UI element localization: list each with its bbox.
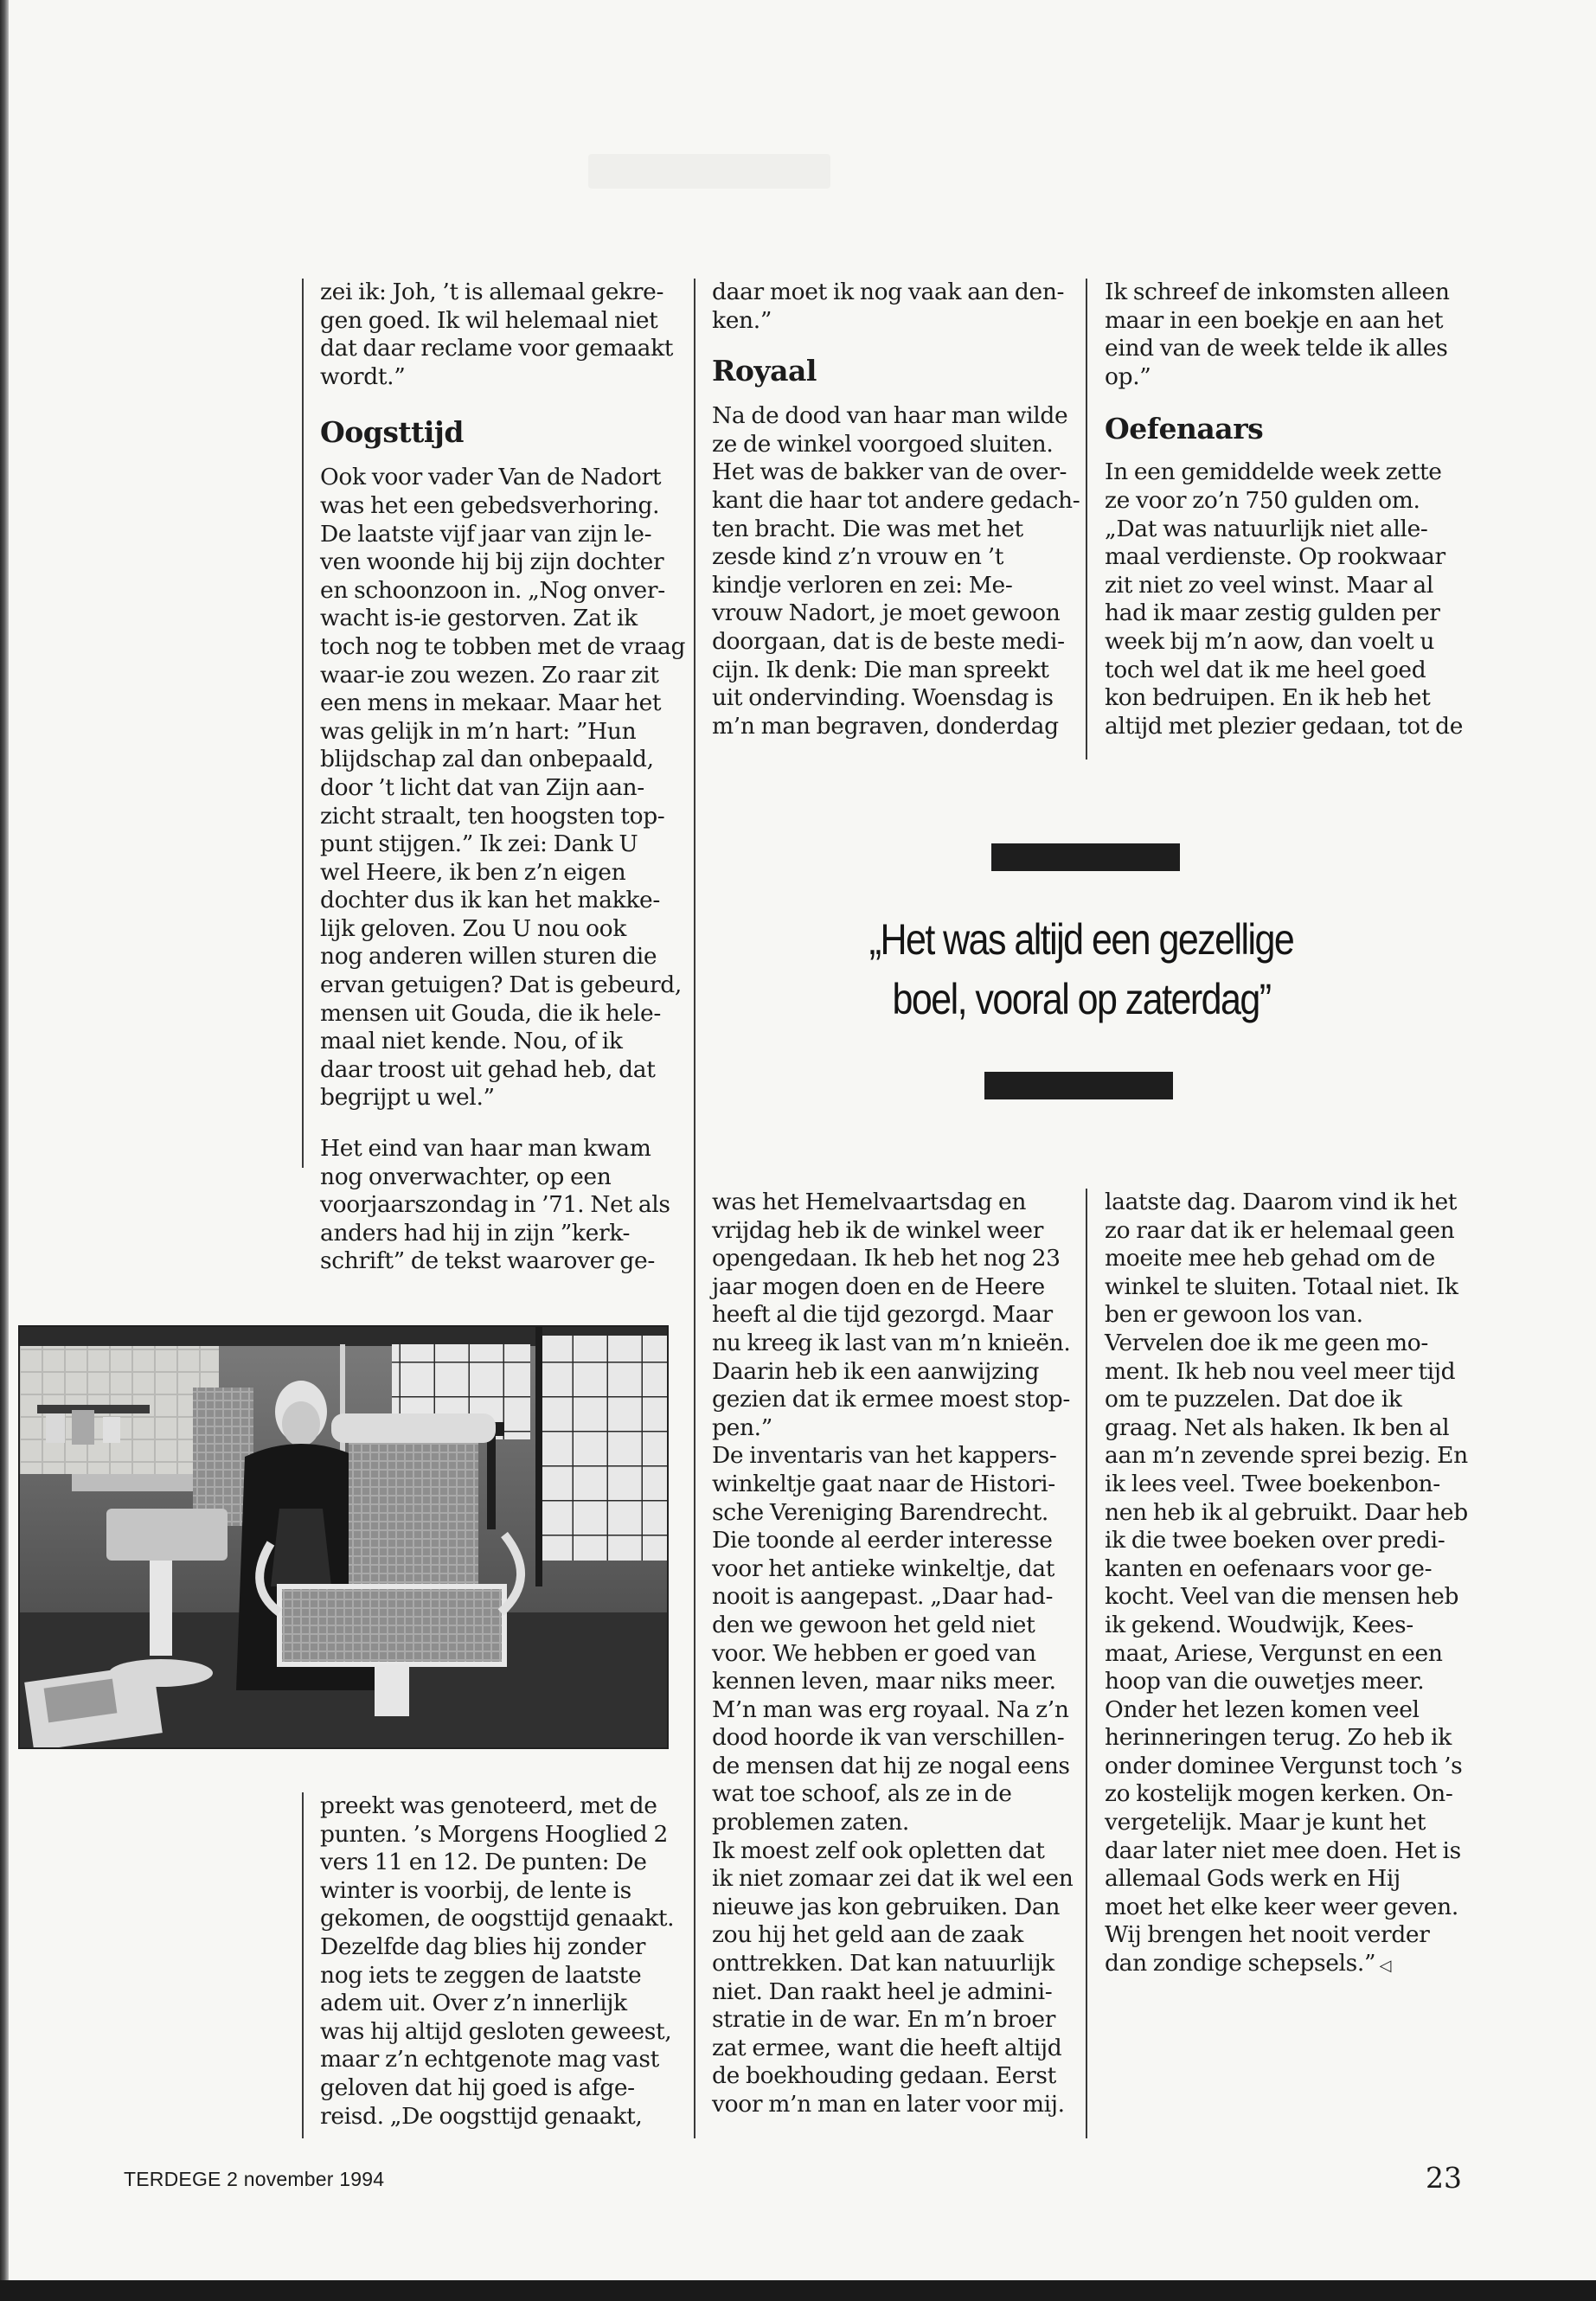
- text-line: Het was de bakker van de over-: [712, 458, 1067, 486]
- column-1-continuation: [320, 1792, 683, 2131]
- column-2-continuation: [712, 1189, 1075, 2119]
- text-line: kanten en oefenaars voor ge-: [1105, 1554, 1433, 1582]
- text-line: gen goed. Ik wil helemaal niet: [320, 306, 658, 334]
- column-3-intro: [1105, 279, 1468, 391]
- text-line: ken.”: [712, 306, 772, 334]
- text-line: Wij brengen het nooit verder: [1105, 1921, 1430, 1949]
- text-line: ze de winkel voorgoed sluiten.: [712, 430, 1054, 458]
- text-line: ik gekend. Woudwijk, Kees-: [1105, 1611, 1413, 1638]
- text-line: kant die haar tot andere gedach-: [712, 486, 1080, 514]
- text-line: heeft al die tijd gezorgd. Maar: [712, 1301, 1053, 1329]
- text-line: gekomen, de oogsttijd genaakt.: [320, 1905, 675, 1932]
- text-line: toch nog te tobben met de vraag: [320, 632, 686, 660]
- text-line: was gelijk in m’n hart: ”Hun: [320, 717, 637, 745]
- text-line: problemen zaten.: [712, 1809, 909, 1836]
- scan-edge-left: [0, 0, 9, 2301]
- text-line: voorjaarszondag in ’71. Net als: [320, 1191, 670, 1219]
- column-3-continuation: [1105, 1189, 1468, 1981]
- text-line: voor. We hebben er goed van: [712, 1639, 1036, 1667]
- text-line: ten bracht. Die was met het: [712, 515, 1023, 542]
- column-3-oefenaars-text: [1105, 458, 1468, 740]
- text-line: maat, Ariese, Vergunst en een: [1105, 1639, 1443, 1667]
- scan-edge-bottom: [0, 2280, 1596, 2301]
- text-line: Die toonde al eerder interesse: [712, 1527, 1053, 1554]
- text-line: blijdschap zal dan onbepaald,: [320, 746, 654, 773]
- text-line: wat toe schoof, als ze in de: [712, 1780, 1012, 1808]
- text-line: voor het antieke winkeltje, dat: [712, 1554, 1055, 1582]
- text-line: cijn. Ik denk: Die man spreekt: [712, 656, 1049, 683]
- text-line: ven woonde hij bij zijn dochter: [320, 548, 664, 576]
- pullquote-bar-bottom: [984, 1072, 1173, 1099]
- text-line: daar later niet mee doen. Het is: [1105, 1836, 1461, 1864]
- column-rule-3a: [1086, 279, 1087, 760]
- text-line: kindje verloren en zei: Me-: [712, 571, 1013, 599]
- text-line: daar troost uit gehad heb, dat: [320, 1055, 656, 1083]
- heading-oefenaars: Oefenaars: [1105, 412, 1264, 446]
- text-line: toch wel dat ik me heel goed: [1105, 656, 1426, 683]
- text-line: kennen leven, maar niks meer.: [712, 1668, 1056, 1695]
- text-line: maar z’n echtgenote mag vast: [320, 2046, 659, 2073]
- text-line: maar in een boekje en aan het: [1105, 306, 1444, 334]
- text-line: vrijdag heb ik de winkel weer: [712, 1216, 1044, 1244]
- text-line: kocht. Veel van die mensen heb: [1105, 1583, 1459, 1611]
- text-line: de boekhouding gedaan. Eerst: [712, 2062, 1056, 2090]
- text-line: niet. Dan raakt heel je admini-: [712, 1977, 1053, 2005]
- text-line: De inventaris van het kappers-: [712, 1442, 1057, 1470]
- text-line: doorgaan, dat is de beste medi-: [712, 627, 1065, 655]
- column-rule-2: [694, 279, 695, 2138]
- text-line: Daarin heb ik een aanwijzing: [712, 1357, 1040, 1385]
- text-line: was het Hemelvaartsdag en: [712, 1189, 1027, 1215]
- text-line: aan m’n zevende sprei bezig. En: [1105, 1442, 1468, 1470]
- text-line: punten. ’s Morgens Hooglied 2: [320, 1820, 668, 1848]
- text-line: vrouw Nadort, je moet gewoon: [712, 599, 1061, 627]
- text-line: nooit is aangepast. „Daar had-: [712, 1583, 1054, 1611]
- text-line: allemaal Gods werk en Hij: [1105, 1865, 1401, 1893]
- text-line: altijd met plezier gedaan, tot de: [1105, 712, 1464, 740]
- column-3-top: [1105, 279, 1468, 740]
- text-line: anders had hij in zijn ”kerk-: [320, 1219, 631, 1247]
- text-line: begrijpt u wel.”: [320, 1084, 495, 1112]
- text-line: zat ermee, want die heeft altijd: [712, 2034, 1062, 2061]
- text-line: winter is voorbij, de lente is: [320, 1876, 631, 1904]
- text-line: de mensen dat hij ze nogal eens: [712, 1752, 1070, 1779]
- text-line: week bij m’n aow, dan voelt u: [1105, 627, 1435, 655]
- column-rule-3b: [1086, 1189, 1087, 2138]
- column-rule-1b: [302, 1792, 304, 2138]
- text-line: waar-ie zou wezen. Zo raar zit: [320, 661, 659, 689]
- text-line: lijk geloven. Zou U nou ook: [320, 914, 626, 942]
- text-line: ik niet zomaar zei dat ik wel een: [712, 1865, 1074, 1893]
- text-line: punt stijgen.” Ik zei: Dank U: [320, 830, 638, 858]
- text-line: boel, vooral op zaterdag”: [892, 975, 1271, 1023]
- text-line: Ik moest zelf ook opletten dat: [712, 1836, 1045, 1864]
- text-line: wacht is-ie gestorven. Zat ik: [320, 605, 638, 632]
- column-1-oogsttijd-text: [320, 464, 686, 1112]
- text-line: voor m’n man en later voor mij.: [712, 2091, 1065, 2118]
- faint-header-ghost: [588, 154, 830, 189]
- text-line: eind van de week telde ik alles: [1105, 335, 1448, 362]
- text-line: preekt was genoteerd, met de: [320, 1792, 657, 1819]
- text-line: op.”: [1105, 362, 1151, 390]
- text-line: maal verdienste. Op rookwaar: [1105, 543, 1445, 571]
- text-line: „Het was altijd een gezellige: [869, 915, 1294, 964]
- text-line: nog iets te zeggen de laatste: [320, 1961, 642, 1989]
- text-line: zei ik: Joh, ’t is allemaal gekre-: [320, 279, 664, 305]
- column-1-bottom: [320, 1792, 683, 2131]
- text-line: zit niet zo veel winst. Maar al: [1105, 571, 1433, 599]
- text-line: om te puzzelen. Dat doe ik: [1105, 1386, 1402, 1413]
- text-line: laatste dag. Daarom vind ik het: [1105, 1189, 1458, 1215]
- text-line: dan zondige schepsels.” ◁: [1105, 1950, 1392, 1977]
- text-line: dochter dus ik kan het makke-: [320, 887, 660, 914]
- text-line: gezien dat ik ermee moest stop-: [712, 1386, 1071, 1413]
- text-line: nen heb ik al gebruikt. Daar heb: [1105, 1498, 1468, 1526]
- pull-quote: [798, 910, 1364, 1029]
- text-line: nu kreeg ik last van m’n knieën.: [712, 1329, 1071, 1356]
- text-line: had ik maar zestig gulden per: [1105, 599, 1440, 627]
- column-1-top: [320, 279, 686, 1276]
- text-line: en schoonzoon in. „Nog onver-: [320, 576, 665, 604]
- text-line: dat daar reclame voor gemaakt: [320, 335, 674, 362]
- text-line: M’n man was erg royaal. Na z’n: [712, 1695, 1069, 1723]
- text-line: adem uit. Over z’n innerlijk: [320, 1990, 627, 2017]
- text-line: dood hoorde ik van verschillen-: [712, 1724, 1065, 1752]
- text-line: zesde kind z’n vrouw en ’t: [712, 543, 1004, 571]
- text-line: herinneringen terug. Zo heb ik: [1105, 1724, 1452, 1752]
- column-2-top: [712, 279, 1080, 740]
- text-line: zou hij het geld aan de zaak: [712, 1921, 1023, 1949]
- text-line: sche Vereniging Barendrecht.: [712, 1498, 1048, 1526]
- text-line: daar moet ik nog vaak aan den-: [712, 279, 1065, 305]
- text-line: wordt.”: [320, 362, 406, 390]
- text-line: reisd. „De oogsttijd genaakt,: [320, 2102, 643, 2130]
- text-line: ervan getuigen? Dat is gebeurd,: [320, 971, 682, 999]
- text-line: door ’t licht dat van Zijn aan-: [320, 773, 644, 801]
- text-line: m’n man begraven, donderdag: [712, 712, 1059, 740]
- text-line: zicht straalt, ten hoogsten top-: [320, 802, 665, 830]
- text-line: onttrekken. Dat kan natuurlijk: [712, 1950, 1054, 1977]
- text-line: ben er gewoon los van.: [1105, 1301, 1363, 1329]
- text-line: opengedaan. Ik heb het nog 23: [712, 1245, 1061, 1272]
- footer-publication: TERDEGE 2 november 1994: [124, 2168, 385, 2190]
- pullquote-bar-top: [991, 843, 1180, 871]
- text-line: Ook voor vader Van de Nadort: [320, 464, 662, 491]
- text-line: Na de dood van haar man wilde: [712, 402, 1068, 430]
- column-2-royaal-text: [712, 402, 1080, 740]
- text-line: winkeltje gaat naar de Histori-: [712, 1470, 1055, 1497]
- text-line: hoop van die ouwetjes meer.: [1105, 1668, 1425, 1695]
- text-line: moet het elke keer weer geven.: [1105, 1893, 1458, 1920]
- text-line: vergetelijk. Maar je kunt het: [1105, 1809, 1426, 1836]
- text-line: Het eind van haar man kwam: [320, 1135, 651, 1163]
- text-line: winkel te sluiten. Totaal niet. Ik: [1105, 1272, 1458, 1300]
- text-line: nog onverwachter, op een: [320, 1163, 612, 1190]
- text-line: ik lees veel. Twee boekenbon-: [1105, 1470, 1440, 1497]
- text-line: moeite mee heb gehad om de: [1105, 1245, 1436, 1272]
- column-2-bottom: [712, 1189, 1075, 2119]
- text-line: graag. Net als haken. Ik ben al: [1105, 1413, 1450, 1441]
- text-line: was het een gebedsverhoring.: [320, 491, 660, 519]
- column-3-bottom: [1105, 1189, 1468, 1981]
- text-line: schrift” de tekst waarover ge-: [320, 1247, 655, 1275]
- column-rule-1a: [302, 279, 304, 1168]
- text-line: was hij altijd gesloten geweest,: [320, 2017, 672, 2045]
- text-line: jaar mogen doen en de Heere: [712, 1272, 1045, 1300]
- text-line: Ik schreef de inkomsten alleen: [1105, 279, 1450, 305]
- text-line: In een gemiddelde week zette: [1105, 458, 1442, 486]
- text-line: ik die twee boeken over predi-: [1105, 1527, 1445, 1554]
- text-line: Onder het lezen komen veel: [1105, 1695, 1420, 1723]
- column-1-intro: [320, 279, 683, 391]
- text-line: „Dat was natuurlijk niet alle-: [1105, 515, 1428, 542]
- column-1-paragraph-2: [320, 1135, 683, 1276]
- text-line: den we gewoon het geld niet: [712, 1611, 1035, 1638]
- text-line: zo kostelijk mogen kerken. On-: [1105, 1780, 1453, 1808]
- text-line: wel Heere, ik ben z’n eigen: [320, 858, 626, 886]
- text-line: vers 11 en 12. De punten: De: [320, 1849, 647, 1876]
- text-line: mensen uit Gouda, die ik hele-: [320, 999, 661, 1027]
- end-of-article-mark: ◁: [1375, 1957, 1392, 1976]
- text-line: nieuwe jas kon gebruiken. Dan: [712, 1893, 1061, 1920]
- text-line: pen.”: [712, 1413, 772, 1441]
- text-line: Dezelfde dag blies hij zonder: [320, 1932, 646, 1960]
- text-line: ze voor zo’n 750 gulden om.: [1105, 486, 1420, 514]
- text-line: zo raar dat ik er helemaal geen: [1105, 1216, 1455, 1244]
- text-line: ment. Ik heb nou veel meer tijd: [1105, 1357, 1456, 1385]
- text-line: een mens in mekaar. Maar het: [320, 689, 662, 717]
- text-line: maal niet kende. Nou, of ik: [320, 1028, 623, 1055]
- text-line: nog anderen willen sturen die: [320, 943, 657, 971]
- page-number: 23: [1426, 2161, 1462, 2195]
- text-line: geloven dat hij goed is afge-: [320, 2073, 635, 2101]
- column-2-intro: [712, 279, 1075, 335]
- text-line: Vervelen doe ik me geen mo-: [1105, 1329, 1428, 1356]
- barbershop-photo: [18, 1325, 669, 1749]
- text-line: uit ondervinding. Woensdag is: [712, 684, 1054, 712]
- text-line: onder dominee Vergunst toch ’s: [1105, 1752, 1463, 1779]
- heading-oogsttijd: Oogsttijd: [320, 415, 464, 450]
- text-line: De laatste vijf jaar van zijn le-: [320, 520, 652, 548]
- heading-royaal: Royaal: [712, 354, 817, 388]
- text-line: kon bedruipen. En ik heb het: [1105, 684, 1431, 712]
- text-line: stratie in de war. En m’n broer: [712, 2006, 1056, 2034]
